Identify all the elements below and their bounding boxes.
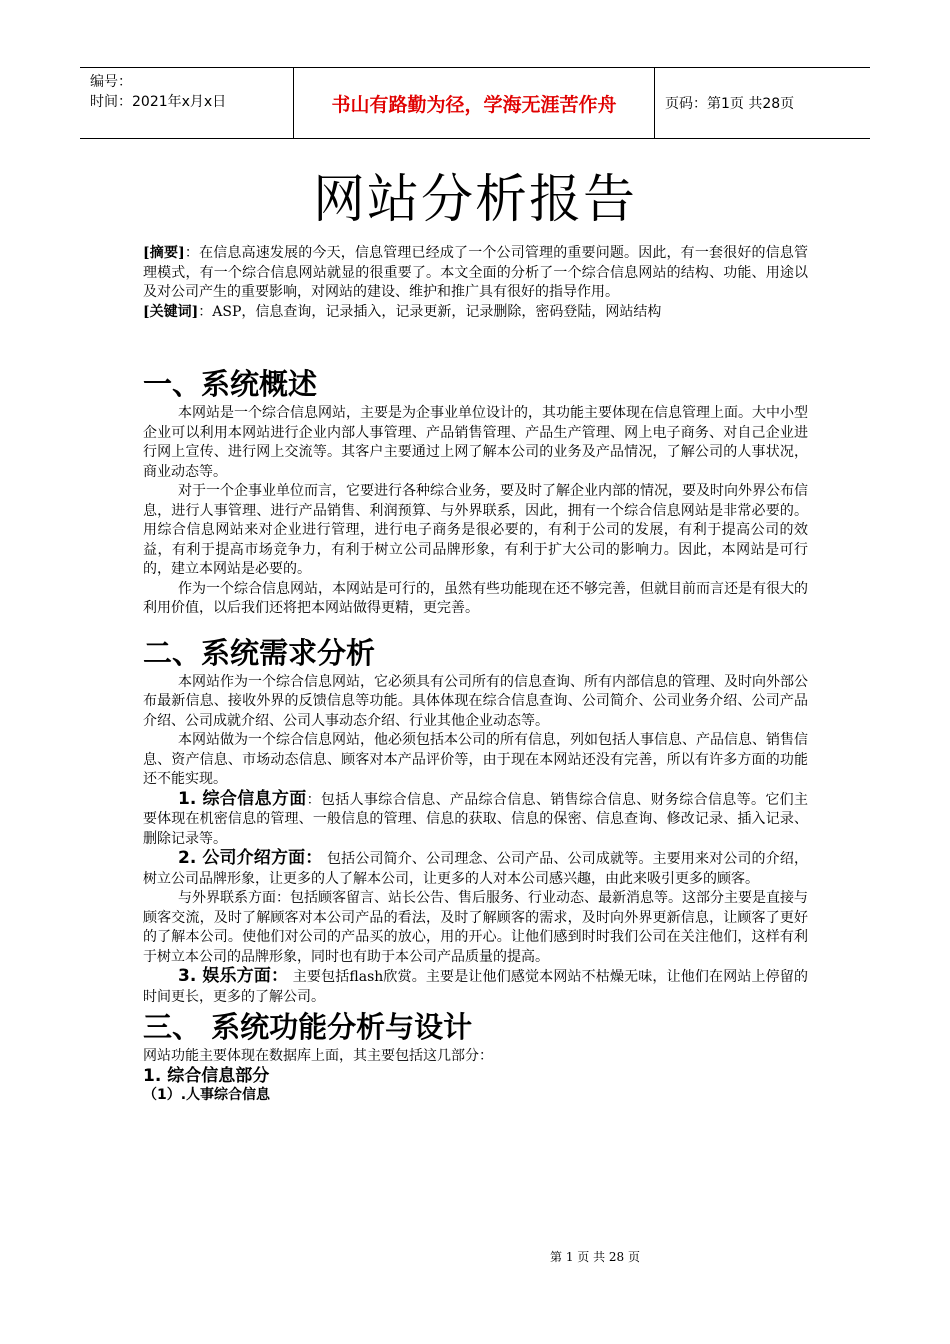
section-1-heading: 一、系统概述: [143, 367, 318, 401]
item-2-label: 2. 公司介绍方面：: [178, 848, 323, 868]
item-1-label: 1. 综合信息方面: [178, 788, 307, 809]
item-3-label: 3. 娱乐方面：: [178, 966, 289, 986]
section-2-paragraph: 本网站做为一个综合信息网站，他必须包括本公司的所有信息，列如包括人事信息、产品信息、销售信息、资产信息、市场动态信息、顾客对本产品评价等，由于现在本网站还没有完善，所以有许多方面的功能还不能实现。: [143, 732, 808, 787]
keywords-text: ：ASP，信息查询，记录插入，记录更新，记录删除，密码登陆，网站结构: [198, 303, 662, 320]
section-2-heading: 二、系统需求分析: [143, 635, 376, 670]
section-2-paragraph: 本网站作为一个综合信息网站，它必须具有公司所有的信息查询、所有内部信息的管理、及时向外部公布最新信息、接收外界的反馈信息等功能。具体体现在综合信息查询、公司简介、公司业务介绍、公司产品介绍、公司成就介绍、公司人事动态介绍、行业其他企业动态等。: [143, 673, 808, 729]
item-1-text: ：包括人事综合信息、产品综合信息、销售综合信息、财务综合信息等。它们主要体现在机密信息的管理、一般信息的管理、信息的获取、信息的保密、信息查询、修改记录、插入记录、删除记录等。: [143, 791, 808, 847]
header-table: [80, 67, 870, 139]
abstract: [143, 244, 808, 303]
subsection-heading: 1. 综合信息部分: [143, 1065, 270, 1086]
header-motto: 书山有路勤为径，学海无涯苦作舟: [293, 68, 655, 138]
header-page-info: 页码：第1页 共28页: [665, 96, 795, 112]
section-1-paragraph: 本网站是一个综合信息网站，主要是为企事业单位设计的，其功能主要体现在信息管理上面。大中小型企业可以利用本网站进行企业内部人事管理、产品销售管理、产品生产管理、网上电子商务、对自己企业进行网上宣传、进行网上交流等。其客户主要通过上网了解本公司的业务及产品情况，了解公司的人事状况，商业动态等。: [143, 405, 808, 480]
item-1: [143, 790, 808, 850]
section-3-paragraph: 网站功能主要体现在数据库上面，其主要包括这几部分：: [143, 1048, 493, 1064]
section-1-paragraph: 作为一个综合信息网站，本网站是可行的，虽然有些功能现在还不够完善，但就目前而言还是有很大的利用价值，以后我们还将把本网站做得更精，更完善。: [143, 580, 808, 616]
header-meta: [80, 68, 293, 138]
item-3-text: 主要包括flash欣赏。主要是让他们感觉本网站不枯燥无味，让他们在网站上停留的时间更长，更多的了解公司。: [143, 969, 808, 1005]
section-3-heading: 三、 系统功能分析与设计: [143, 1010, 473, 1044]
time-label: 时间：2021年x月x日: [90, 94, 227, 110]
abstract-text: ：在信息高速发展的今天，信息管理已经成了一个公司管理的重要问题。因此，有一套很好的信息管理模式，有一个综合信息网站就显的很重要了。本文全面的分析了一个综合信息网站的结构、功能、用途以及对公司产生的重要影响，对网站的建设、维护和推广具有很好的指导作用。: [143, 245, 809, 300]
keywords-label: [关键词]: [143, 303, 199, 320]
subsubsection-heading: （1）.人事综合信息: [143, 1087, 271, 1103]
section-1-paragraph: 对于一个企事业单位而言，它要进行各种综合业务，要及时了解企业内部的情况，要及时向外界公布信息，进行人事管理、进行产品销售、利润预算、与外界联系，因此，拥有一个综合信息网站是非常必要的。用综合信息网站来对企业进行管理，进行电子商务是很必要的，有利于公司的发展，有利于提高公司的效益，有利于提高市场竞争力，有利于树立公司品牌形象，有利于扩大公司的影响力。因此，本网站是可行的，建立本网站是必要的。: [143, 483, 808, 577]
page-footer: 第 1 页 共 28 页: [550, 1250, 640, 1264]
item-3: [143, 967, 808, 1007]
keywords: [143, 303, 808, 323]
document-body: [143, 244, 808, 1106]
item-2-text: 包括公司简介、公司理念、公司产品、公司成就等。主要用来对公司的介绍，树立公司品牌形象，让更多的人了解本公司，让更多的人对本公司感兴趣，由此来吸引更多的顾客。: [143, 851, 808, 887]
abstract-label: [摘要]: [143, 245, 185, 261]
item-2: [143, 849, 808, 889]
page-title: 网站分析报告: [312, 170, 637, 230]
number-label: 编号：: [90, 74, 132, 90]
section-2-paragraph: 与外界联系方面：包括顾客留言、站长公告、售后服务、行业动态、最新消息等。这部分主要是直接与顾客交流，及时了解顾客对本公司产品的看法，及时了解顾客的需求，及时向外界更新信息，让顾客了更好的了解本公司。使他们对公司的产品买的放心，用的开心。让他们感到时时我们公司在关注他们，这样有利于树立本公司的品牌形象，同时也有助于本公司产品质量的提高。: [143, 890, 808, 965]
